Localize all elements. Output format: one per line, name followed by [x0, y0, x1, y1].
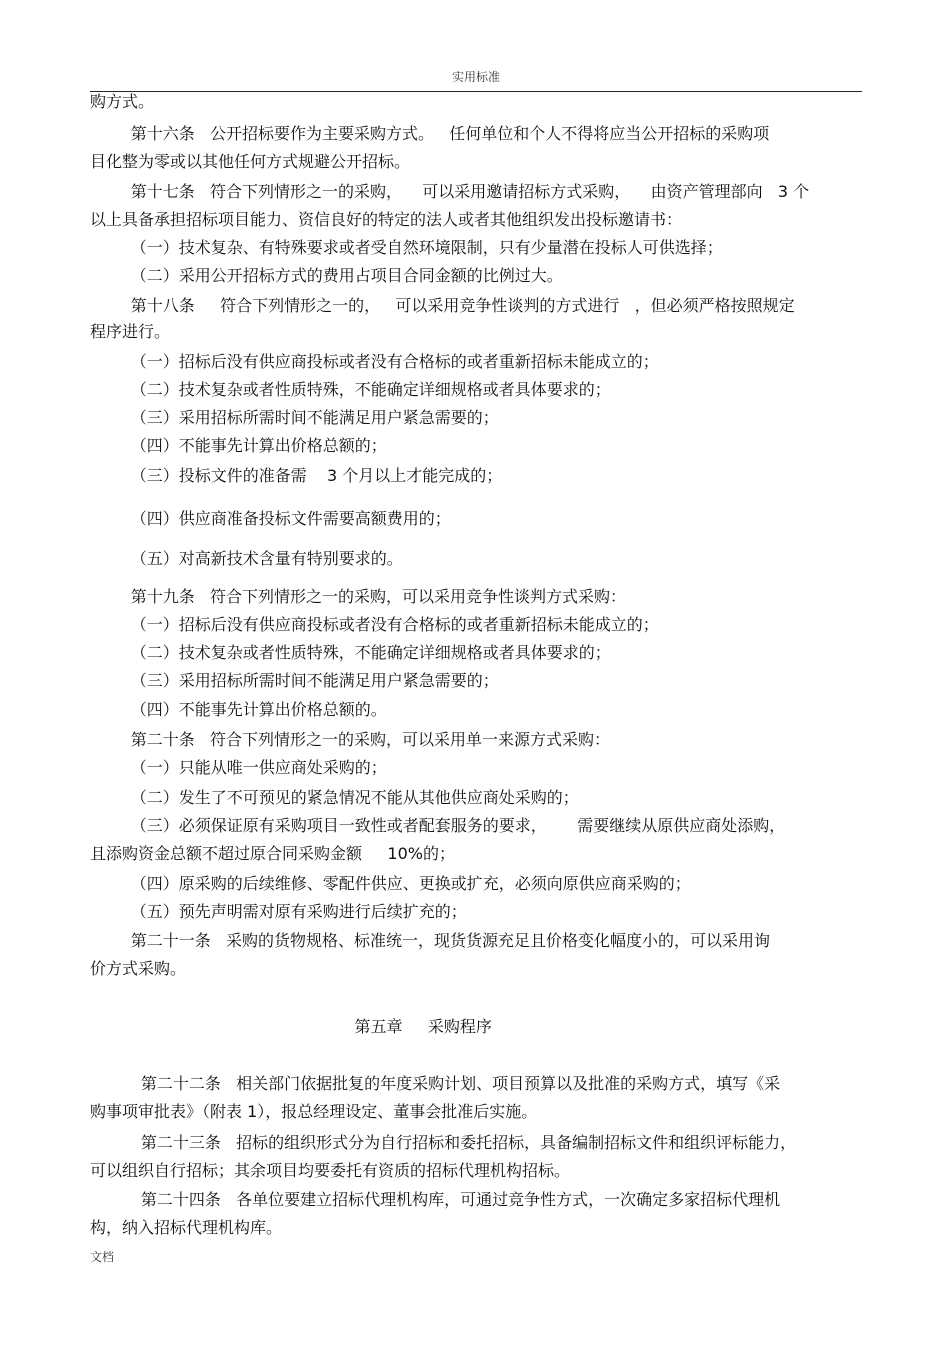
- text-line: 第五章 采购程序: [90, 1017, 492, 1036]
- text-line: 构，纳入招标代理机构库。: [90, 1218, 283, 1237]
- text-line: 第十七条 符合下列情形之一的采购， 可以采用邀请招标方式采购， 由资产管理部向 3 个: [90, 182, 810, 201]
- text-line: 以上具备承担招标项目能力、资信良好的特定的法人或者其他组织发出投标邀请书：: [90, 210, 683, 229]
- text-line: 第二十条 符合下列情形之一的采购，可以采用单一来源方式采购：: [90, 730, 610, 749]
- text-line: （二）采用公开招标方式的费用占项目合同金额的比例过大。: [90, 266, 563, 285]
- text-line: 第十九条 符合下列情形之一的采购，可以采用竞争性谈判方式采购：: [90, 587, 626, 606]
- page-header: 实用标准: [451, 70, 500, 84]
- text-line: （三）采用招标所需时间不能满足用户紧急需要的；: [90, 408, 499, 427]
- text-line: 程序进行。: [90, 322, 171, 341]
- text-line: （五）预先声明需对原有采购进行后续扩充的；: [90, 902, 467, 921]
- text-line: （二）技术复杂或者性质特殊，不能确定详细规格或者具体要求的；: [90, 380, 611, 399]
- text-line: （四）不能事先计算出价格总额的；: [90, 436, 387, 455]
- text-line: 第十六条 公开招标要作为主要采购方式。 任何单位和个人不得将应当公开招标的采购项: [90, 124, 770, 143]
- text-line: （五）对高新技术含量有特别要求的。: [90, 549, 403, 568]
- text-line: 价方式采购。: [90, 959, 187, 978]
- text-line: （二）技术复杂或者性质特殊，不能确定详细规格或者具体要求的；: [90, 643, 611, 662]
- text-line: （四）供应商准备投标文件需要高额费用的；: [90, 509, 451, 528]
- text-line: 且添购资金总额不超过原合同采购金额 10%的；: [90, 844, 455, 863]
- text-line: （一）只能从唯一供应商处采购的；: [90, 758, 387, 777]
- text-line: （四）不能事先计算出价格总额的。: [90, 700, 387, 719]
- text-line: （一）招标后没有供应商投标或者没有合格标的或者重新招标未能成立的；: [90, 615, 659, 634]
- text-line: 可以组织自行招标；其余项目均要委托有资质的招标代理机构招标。: [90, 1161, 571, 1180]
- text-line: （一）招标后没有供应商投标或者没有合格标的或者重新招标未能成立的；: [90, 352, 659, 371]
- text-line: （三）必须保证原有采购项目一致性或者配套服务的要求， 需要继续从原供应商处添购，: [90, 816, 786, 835]
- text-line: 第二十四条 各单位要建立招标代理机构库，可通过竞争性方式，一次确定多家招标代理机: [90, 1190, 781, 1209]
- page-footer: 文档: [90, 1250, 115, 1264]
- text-line: 第十八条 符合下列情形之一的， 可以采用竞争性谈判的方式进行 ，但必须严格按照规定: [90, 296, 795, 315]
- text-line: （一）技术复杂、有特殊要求或者受自然环境限制，只有少量潜在投标人可供选择；: [90, 238, 723, 257]
- text-line: 第二十一条 采购的货物规格、标准统一，现货货源充足且价格变化幅度小的，可以采用询: [90, 931, 770, 950]
- text-line: （三）投标文件的准备需 3 个月以上才能完成的；: [90, 466, 503, 485]
- text-line: （四）原采购的后续维修、零配件供应、更换或扩充，必须向原供应商采购的；: [90, 874, 691, 893]
- text-line: 目化整为零或以其他任何方式规避公开招标。: [90, 152, 411, 171]
- text-line: 购事项审批表》（附表 1），报总经理设定、董事会批准后实施。: [90, 1102, 538, 1121]
- text-line: （三）采用招标所需时间不能满足用户紧急需要的；: [90, 671, 499, 690]
- text-line: 购方式。: [90, 92, 155, 111]
- text-line: 第二十二条 相关部门依据批复的年度采购计划、项目预算以及批准的采购方式，填写《采: [90, 1074, 781, 1093]
- text-line: （二）发生了不可预见的紧急情况不能从其他供应商处采购的；: [90, 788, 579, 807]
- text-line: 第二十三条 招标的组织形式分为自行招标和委托招标，具备编制招标文件和组织评标能力，: [90, 1133, 797, 1152]
